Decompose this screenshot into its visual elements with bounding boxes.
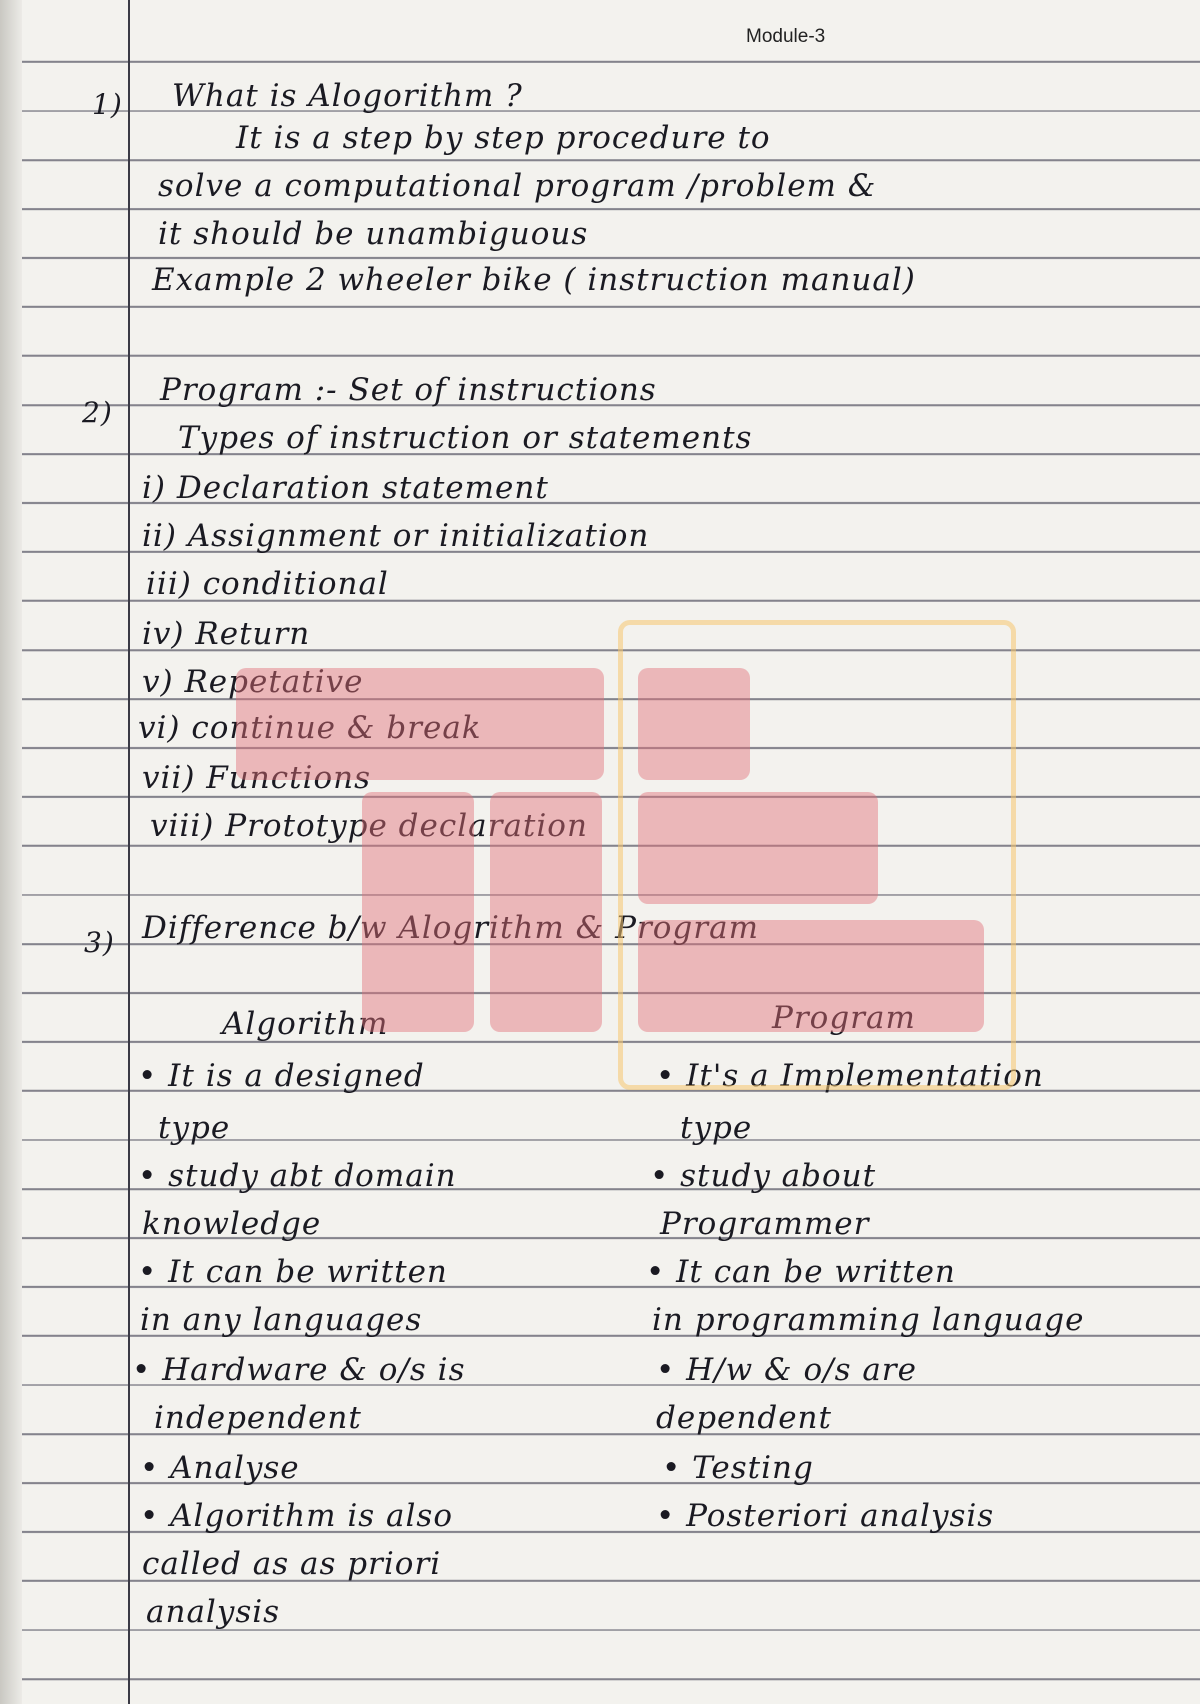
q2-item-2: ii) Assignment or initialization: [142, 518, 650, 554]
q3-right-line-4: Programmer: [660, 1206, 870, 1242]
q2-item-7: vii) Functions: [142, 760, 372, 796]
q2-item-5: v) Repetative: [142, 664, 364, 700]
module-header: Module-3: [746, 26, 826, 47]
q1-title: What is Alogorithm ?: [172, 78, 523, 114]
q3-right-line-1: • It's a Implementation: [656, 1058, 1044, 1094]
q1-number: 1): [92, 88, 123, 121]
q2-item-1: i) Declaration statement: [142, 470, 549, 506]
q3-left-line-6: in any languages: [140, 1302, 423, 1338]
q3-right-line-6: in programming language: [652, 1302, 1085, 1338]
q2-subtitle: Types of instruction or statements: [178, 420, 753, 456]
q3-right-line-7: • H/w & o/s are: [656, 1352, 917, 1388]
q3-left-line-9: • Analyse: [140, 1450, 300, 1486]
q3-right-line-8: dependent: [656, 1400, 832, 1436]
q2-item-3: iii) conditional: [146, 566, 389, 602]
q3-left-line-8: independent: [154, 1400, 362, 1436]
q2-number: 2): [82, 396, 113, 429]
q3-number: 3): [84, 926, 115, 959]
q3-col-left-header: Algorithm: [222, 1006, 389, 1042]
q2-item-6: vi) continue & break: [138, 710, 482, 746]
q2-title: Program :- Set of instructions: [160, 372, 657, 408]
q3-left-line-3: • study abt domain: [138, 1158, 457, 1194]
q3-col-right-header: Program: [772, 1000, 916, 1036]
q2-item-8: viii) Prototype declaration: [150, 808, 588, 844]
q3-left-line-12: analysis: [146, 1594, 281, 1630]
q3-left-line-1: • It is a designed: [138, 1058, 425, 1094]
margin-line: [128, 0, 130, 1704]
q3-left-line-7: • Hardware & o/s is: [132, 1352, 466, 1388]
q1-line-3: it should be unambiguous: [158, 216, 589, 252]
q1-line-1: It is a step by step procedure to: [236, 120, 771, 156]
q3-left-line-10: • Algorithm is also: [140, 1498, 454, 1534]
q2-item-4: iv) Return: [142, 616, 311, 652]
q3-left-line-11: called as as priori: [142, 1546, 442, 1582]
q3-title: Difference b/w Alogrithm & Program: [142, 910, 759, 946]
q1-line-4: Example 2 wheeler bike ( instruction manual): [152, 262, 916, 298]
q3-right-line-2: type: [680, 1110, 753, 1146]
q3-right-line-3: • study about: [650, 1158, 877, 1194]
q3-left-line-4: knowledge: [142, 1206, 322, 1242]
q3-right-line-5: • It can be written: [646, 1254, 956, 1290]
q3-right-line-9: • Testing: [662, 1450, 814, 1486]
q3-right-line-10: • Posteriori analysis: [656, 1498, 995, 1534]
q1-line-2: solve a computational program /problem &: [158, 168, 877, 204]
q3-left-line-2: type: [158, 1110, 231, 1146]
q3-left-line-5: • It can be written: [138, 1254, 448, 1290]
page-binding-edge: [0, 0, 22, 1704]
